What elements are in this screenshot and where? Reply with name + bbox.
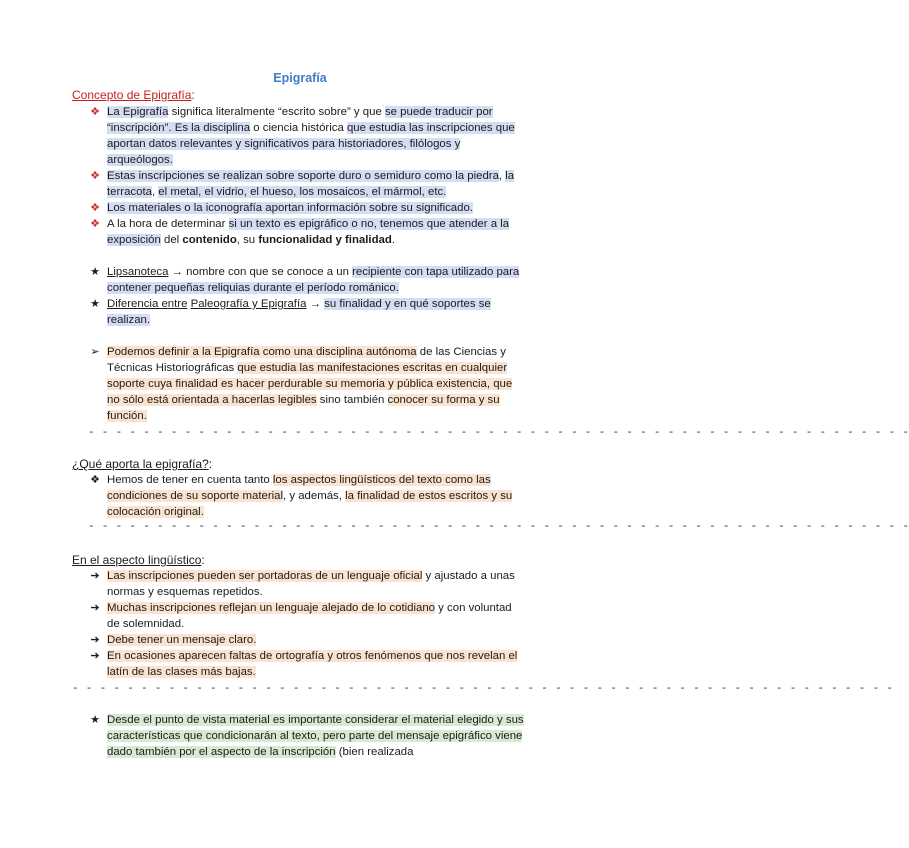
list-item — [87, 568, 527, 600]
list-item-text — [107, 216, 527, 248]
list-item — [87, 216, 527, 248]
diamond-bullet-icon: ❖ — [90, 218, 100, 230]
heading-colon: : — [201, 553, 205, 567]
text-run: y ajustado a unas normas y esquemas repetidos. — [107, 570, 515, 598]
heading-colon: : — [191, 88, 195, 102]
text-run: del — [160, 234, 183, 246]
text-run: el metal, el vidrio, el hueso, los mosaicos, el mármol, etc. — [158, 186, 447, 198]
diamond-bullet-icon: ❖ — [90, 202, 100, 214]
list-item — [87, 296, 527, 328]
text-run: Lipsanoteca — [107, 266, 169, 278]
text-run: significa literalmente “escrito sobre” y que — [168, 106, 385, 118]
list-item — [87, 168, 527, 200]
list-item-text — [107, 712, 527, 760]
text-run: , — [498, 170, 506, 182]
text-run: Hemos de tener en cuenta tanto — [107, 474, 273, 486]
text-run: y con voluntad de solemnidad. — [107, 602, 512, 630]
section-heading-aporta — [72, 456, 212, 472]
dashed-divider: - - - - - - - - - - - - - - - - - - - - - - - - - - - - - - - - - - - - - - - - - - - - - - - - - - - - - - - - - - - - — [72, 683, 894, 695]
list-item — [87, 632, 527, 648]
list-item-text — [107, 632, 527, 648]
star-bullet-icon: ★ — [90, 714, 100, 726]
text-run: → — [306, 298, 325, 310]
text-run: En ocasiones aparecen faltas de ortografía y otros fenómenos que nos revelan el latín de las clases más bajas. — [107, 650, 518, 678]
text-run: Estas inscripciones se realizan sobre soporte duro o semiduro como la piedra — [107, 170, 499, 182]
text-run: se puede traducir por “inscripción”. Es la disciplina — [107, 106, 493, 134]
section-heading-linguistico — [72, 552, 205, 568]
text-run: Diferencia entre — [107, 298, 188, 310]
text-run: Podemos definir a la Epigrafía como una disciplina autónoma — [107, 346, 417, 358]
list-item-text — [107, 296, 527, 328]
text-run: , su — [236, 234, 259, 246]
diamond-bullet-icon: ❖ — [90, 474, 100, 486]
section-heading-text: En el aspecto lingüístico — [72, 553, 202, 567]
text-run: A la hora de determinar — [107, 218, 229, 230]
text-run: . — [391, 234, 396, 246]
text-run: (bien realizada — [335, 746, 414, 758]
text-run: La Epigrafía — [107, 106, 169, 118]
list-item — [87, 600, 527, 632]
list-item-text — [107, 104, 527, 168]
text-run: Desde el punto de vista material es importante considerar el material elegido y sus características que condicionarán al texto, pero parte del mensaje epigráfico viene dado también por el aspecto de la inscripción — [107, 714, 524, 758]
text-run: contenido — [182, 234, 237, 246]
list-item-text — [107, 648, 527, 680]
text-run: Debe tener un mensaje claro. — [107, 634, 257, 646]
text-run: que estudia las inscripciones que aportan datos relevantes y significativos para historiadores, filólogos y arqueólogos. — [107, 122, 515, 166]
list-item — [87, 200, 527, 216]
list-item-text — [107, 344, 527, 424]
text-run: sino también — [316, 394, 388, 406]
text-run: la terracota — [107, 170, 515, 198]
section-heading-text: Concepto de Epigrafía — [72, 88, 192, 102]
section-heading-text: ¿Qué aporta la epigrafía? — [72, 457, 209, 471]
text-run: conocer su forma y su función. — [107, 394, 500, 422]
list-item — [87, 472, 527, 520]
text-run: o ciencia histórica — [250, 122, 347, 134]
text-run: Los materiales o la iconografía aportan información sobre su significado. — [107, 202, 473, 214]
text-run: funcionalidad y finalidad — [258, 234, 392, 246]
dashed-divider: - - - - - - - - - - - - - - - - - - - - - - - - - - - - - - - - - - - - - - - - - - - - - - - - - - - - - - - - - - - - — [88, 427, 909, 439]
text-run: la finalidad de estos escritos y su colocación original. — [107, 490, 513, 518]
star-bullet-icon: ★ — [90, 298, 100, 310]
text-run: que estudia las manifestaciones escritas en cualquier soporte cuya finalidad es hacer perdurable su memoria y pública existencia, que no sólo está orientada a hacerlas legibles — [107, 362, 513, 406]
list-item-text — [107, 600, 527, 632]
diamond-bullet-icon: ❖ — [90, 170, 100, 182]
text-run: los aspectos lingüísticos del texto como las condiciones de su soporte material — [107, 474, 491, 502]
list-item-text — [107, 264, 527, 296]
list-item — [87, 104, 527, 168]
text-run: si un texto es epigráfico o no, tenemos que atender a la exposición — [107, 218, 510, 246]
list-item-text — [107, 200, 527, 216]
arrowhead-bullet-icon: ➢ — [90, 346, 100, 358]
section-heading-concepto — [72, 87, 195, 103]
text-run: recipiente con tapa utilizado para contener pequeñas reliquias durante el período románico. — [107, 266, 520, 294]
dashed-divider: - - - - - - - - - - - - - - - - - - - - - - - - - - - - - - - - - - - - - - - - - - - - - - - - - - - - - - - - - - - - — [88, 521, 909, 533]
arrow-right-bullet-icon: ➔ — [90, 570, 100, 582]
diamond-bullet-icon: ❖ — [90, 106, 100, 118]
list-item — [87, 712, 527, 760]
list-item-text — [107, 568, 527, 600]
list-item — [87, 264, 527, 296]
text-run: de las Ciencias y Técnicas Historiográficas — [107, 346, 506, 374]
list-item — [87, 648, 527, 680]
list-item-text — [107, 472, 527, 520]
text-run: Paleografía y Epigrafía — [190, 298, 307, 310]
list-item — [87, 344, 527, 424]
text-run: , — [151, 186, 159, 198]
arrow-right-bullet-icon: ➔ — [90, 602, 100, 614]
text-run: Muchas inscripciones reflejan un lenguaje alejado de lo cotidiano — [107, 602, 436, 614]
page-title: Epigrafía — [273, 71, 327, 85]
text-run: → nombre con que se conoce a un — [168, 266, 353, 278]
arrow-right-bullet-icon: ➔ — [90, 634, 100, 646]
text-run: Las inscripciones pueden ser portadoras de un lenguaje oficial — [107, 570, 423, 582]
text-run: su finalidad y en qué soportes se realizan. — [107, 298, 491, 326]
arrow-right-bullet-icon: ➔ — [90, 650, 100, 662]
heading-colon: : — [208, 457, 213, 471]
text-run: , y además, — [283, 490, 346, 502]
star-bullet-icon: ★ — [90, 266, 100, 278]
list-item-text — [107, 168, 527, 200]
